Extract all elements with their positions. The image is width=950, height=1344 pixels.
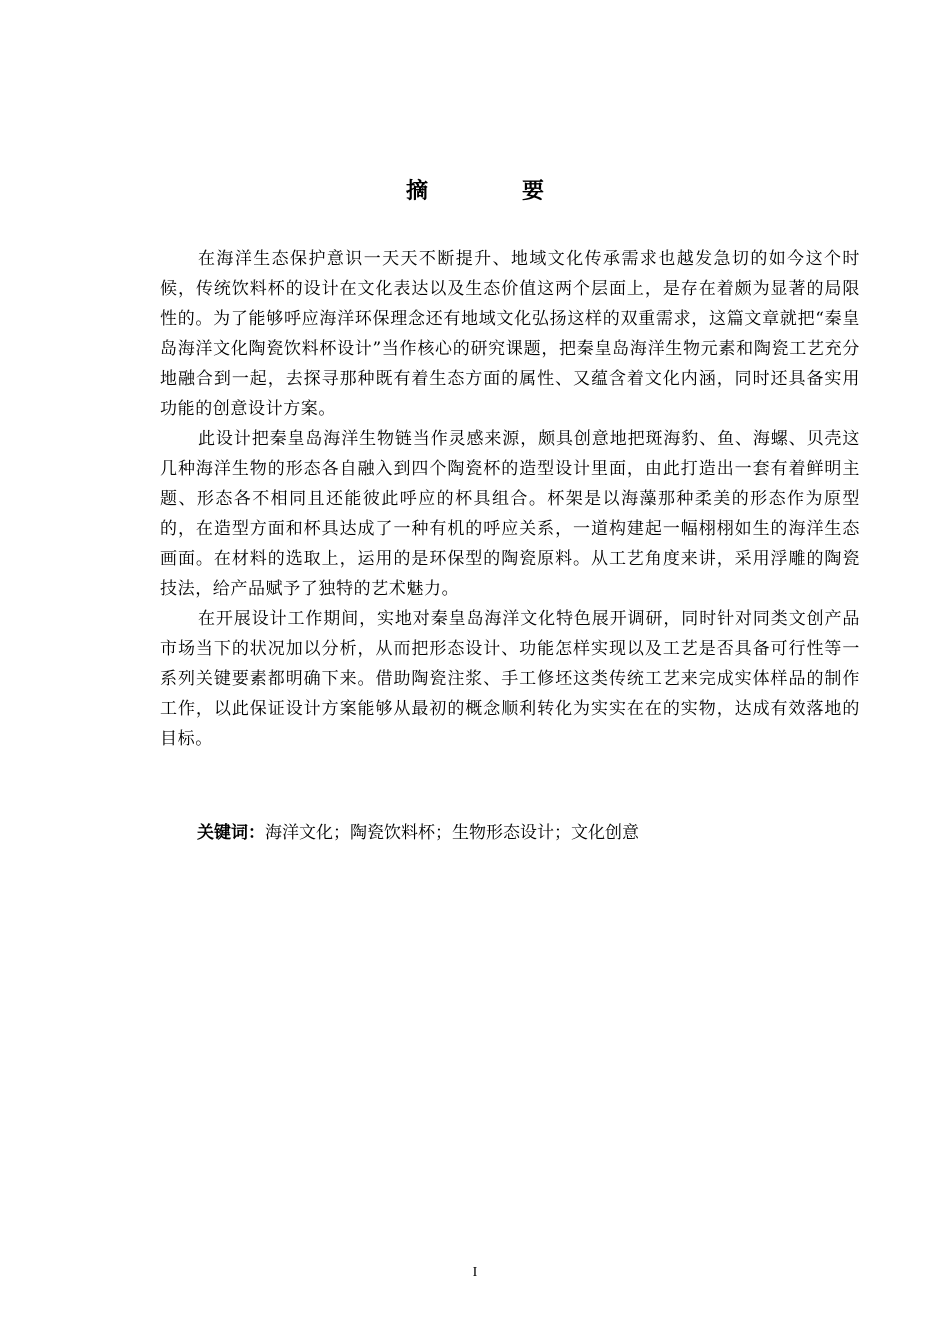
page-number: I (472, 1265, 478, 1280)
abstract-body (160, 244, 860, 754)
keywords-text: 海洋文化；陶瓷饮料杯；生物形态设计；文化创意 (265, 823, 639, 843)
keywords-label: 关键词： (197, 823, 265, 843)
abstract-paragraph-2: 此设计把秦皇岛海洋生物链当作灵感来源，颇具创意地把斑海豹、鱼、海螺、贝壳这几种海洋生物的形态各自融入到四个陶瓷杯的造型设计里面，由此打造出一套有着鲜明主题、形态各不相同且还能彼此呼应的杯具组合。杯架是以海藻那种柔美的形态作为原型的，在造型方面和杯具达成了一种有机的呼应关系，一道构建起一幅栩栩如生的海洋生态画面。在材料的选取上，运用的是环保型的陶瓷原料。从工艺角度来讲，采用浮雕的陶瓷技法，给产品赋予了独特的艺术魅力。 (160, 429, 860, 599)
keywords-line (197, 818, 857, 848)
abstract-paragraph-3: 在开展设计工作期间，实地对秦皇岛海洋文化特色展开调研，同时针对同类文创产品市场当下的状况加以分析，从而把形态设计、功能怎样实现以及工艺是否具备可行性等一系列关键要素都明确下来。借助陶瓷注浆、手工修坯这类传统工艺来完成实体样品的制作工作，以此保证设计方案能够从最初的概念顺利转化为实实在在的实物，达成有效落地的目标。 (160, 609, 860, 749)
abstract-paragraph-1: 在海洋生态保护意识一天天不断提升、地域文化传承需求也越发急切的如今这个时候，传统饮料杯的设计在文化表达以及生态价值这两个层面上，是存在着颇为显著的局限性的。为了能够呼应海洋环保理念还有地域文化弘扬这样的双重需求，这篇文章就把“秦皇岛海洋文化陶瓷饮料杯设计”当作核心的研究课题，把秦皇岛海洋生物元素和陶瓷工艺充分地融合到一起，去探寻那种既有着生态方面的属性、又蕴含着文化内涵，同时还具备实用功能的创意设计方案。 (160, 249, 860, 419)
abstract-title: 摘 要 (405, 179, 580, 204)
